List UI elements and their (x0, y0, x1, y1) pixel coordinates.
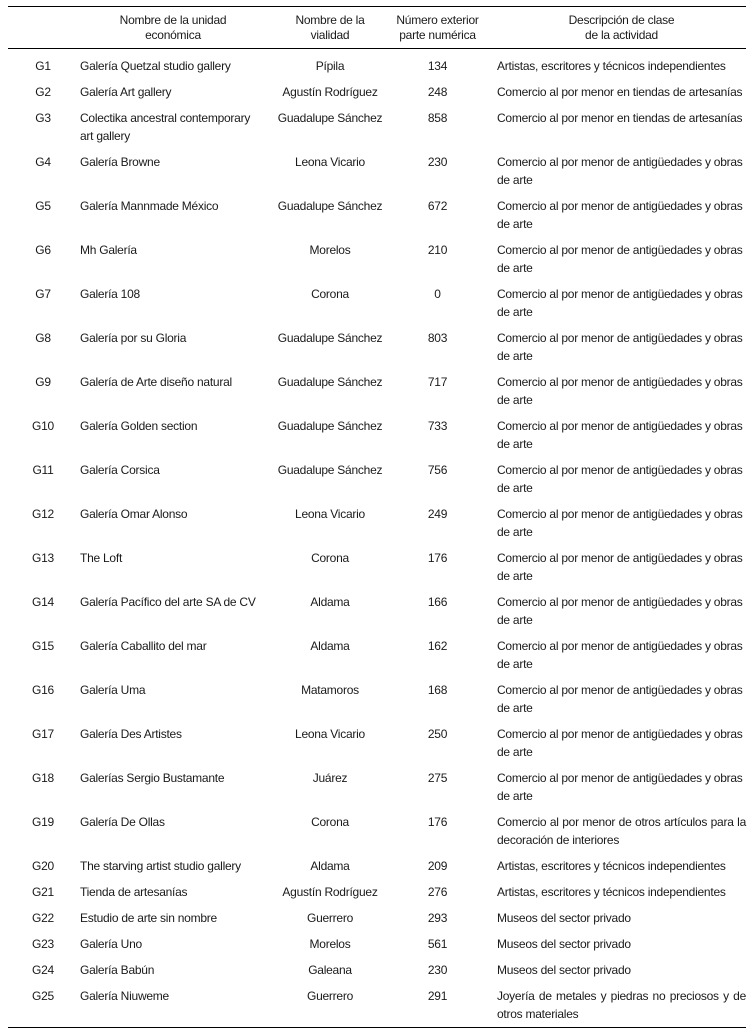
table-row (8, 879, 746, 905)
header-number-line-2: parte numérica (399, 27, 476, 42)
cell-description: Comercio al por menor de antigüedades y obras de arte (497, 287, 743, 319)
table-row (8, 589, 746, 633)
cell-street: Corona (311, 815, 349, 829)
cell-street: Corona (311, 551, 349, 565)
cell-number: 134 (427, 59, 448, 73)
cell-description: Artistas, escritores y técnicos independientes (497, 885, 726, 899)
cell-number: 293 (427, 911, 448, 925)
cell-street: Guadalupe Sánchez (277, 463, 383, 477)
cell-description: Comercio al por menor de antigüedades y obras de arte (497, 375, 743, 407)
cell-description: Artistas, escritores y técnicos independientes (497, 859, 726, 873)
cell-street: Guerrero (306, 911, 354, 925)
table-row (8, 721, 746, 765)
cell-description: Comercio al por menor de antigüedades y obras de arte (497, 639, 743, 671)
cell-description: Comercio al por menor en tiendas de artesanías (497, 85, 743, 99)
cell-number: 248 (427, 85, 448, 99)
table-body (8, 49, 746, 1028)
table-row (8, 633, 746, 677)
cell-name: Galería Caballito del mar (80, 639, 207, 653)
cell-number: 561 (427, 937, 448, 951)
table-row (8, 905, 746, 931)
header-description (485, 7, 746, 49)
table-row (8, 369, 746, 413)
cell-name: Estudio de arte sin nombre (80, 911, 217, 925)
cell-description: Comercio al por menor de otros artículos para la decoración de interiores (497, 815, 746, 847)
table-header (8, 7, 746, 49)
header-street (270, 7, 390, 49)
cell-number: 209 (427, 859, 448, 873)
cell-name: Galería Quetzal studio gallery (80, 59, 231, 73)
cell-number: 230 (427, 963, 448, 977)
cell-number: 291 (427, 989, 448, 1003)
cell-id: G13 (32, 551, 54, 565)
cell-name: Colectika ancestral contemporary art gallery (80, 111, 251, 143)
table-row (8, 105, 746, 149)
header-number (390, 7, 485, 49)
cell-street: Morelos (309, 243, 351, 257)
cell-name: Galería De Ollas (80, 815, 165, 829)
cell-name: Galería Des Artistes (80, 727, 182, 741)
cell-number: 166 (427, 595, 448, 609)
header-name (72, 7, 270, 49)
cell-street: Leona Vicario (295, 727, 365, 741)
cell-id: G22 (32, 911, 54, 925)
cell-id: G19 (32, 815, 54, 829)
table-row (8, 677, 746, 721)
cell-description: Museos del sector privado (497, 937, 631, 951)
header-row (8, 7, 746, 49)
cell-id: G9 (35, 375, 51, 389)
cell-name: Galería Uma (80, 683, 146, 697)
cell-description: Comercio al por menor de antigüedades y obras de arte (497, 331, 743, 363)
table-row (8, 237, 746, 281)
cell-street: Agustín Rodríguez (282, 885, 378, 899)
cell-name: Galería Pacífico del arte SA de CV (80, 595, 256, 609)
cell-number: 733 (427, 419, 448, 433)
cell-id: G16 (32, 683, 54, 697)
cell-street: Juárez (312, 771, 348, 785)
cell-id: G1 (35, 59, 51, 73)
table-row (8, 325, 746, 369)
galleries-table-container (8, 6, 746, 1028)
cell-description: Artistas, escritores y técnicos independientes (497, 59, 726, 73)
cell-street: Pípila (315, 59, 345, 73)
cell-id: G10 (32, 419, 54, 433)
header-description-line-1: Descripción de clase (568, 12, 675, 27)
table-row (8, 501, 746, 545)
cell-number: 672 (427, 199, 448, 213)
cell-description: Comercio al por menor de antigüedades y obras de arte (497, 683, 743, 715)
cell-id: G17 (32, 727, 54, 741)
cell-name: Galería Golden section (80, 419, 198, 433)
cell-id: G24 (32, 963, 54, 977)
cell-description: Museos del sector privado (497, 963, 631, 977)
cell-name: Mh Galería (80, 243, 137, 257)
cell-id: G3 (35, 111, 51, 125)
cell-id: G20 (32, 859, 54, 873)
cell-id: G5 (35, 199, 51, 213)
cell-description: Comercio al por menor de antigüedades y obras de arte (497, 551, 743, 583)
cell-description: Comercio al por menor de antigüedades y obras de arte (497, 771, 743, 803)
cell-number: 717 (427, 375, 448, 389)
cell-name: Galerías Sergio Bustamante (80, 771, 225, 785)
cell-street: Guadalupe Sánchez (277, 331, 383, 345)
cell-name: Galería de Arte diseño natural (80, 375, 232, 389)
cell-number: 803 (427, 331, 448, 345)
cell-name: The Loft (80, 551, 123, 565)
table-row (8, 149, 746, 193)
cell-number: 176 (427, 551, 448, 565)
table-row (8, 957, 746, 983)
cell-street: Aldama (310, 639, 350, 653)
cell-name: Galería Browne (80, 155, 160, 169)
header-name-line-2: económica (145, 27, 201, 42)
table-row (8, 457, 746, 501)
header-name-line-1: Nombre de la unidad (119, 12, 227, 27)
cell-id: G8 (35, 331, 51, 345)
cell-id: G2 (35, 85, 51, 99)
table-row (8, 765, 746, 809)
cell-description: Comercio al por menor de antigüedades y obras de arte (497, 463, 743, 495)
cell-name: Tienda de artesanías (80, 885, 188, 899)
cell-id: G15 (32, 639, 54, 653)
cell-street: Morelos (309, 937, 351, 951)
header-description-line-2: de la actividad (585, 27, 658, 42)
cell-id: G11 (32, 463, 54, 477)
table-row (8, 413, 746, 457)
header-street-line-2: vialidad (310, 27, 350, 42)
cell-street: Corona (311, 287, 349, 301)
cell-id: G23 (32, 937, 54, 951)
cell-street: Aldama (310, 595, 350, 609)
cell-description: Comercio al por menor de antigüedades y obras de arte (497, 419, 743, 451)
cell-street: Agustín Rodríguez (282, 85, 378, 99)
cell-street: Galeana (308, 963, 352, 977)
cell-name: Galería Mannmade México (80, 199, 219, 213)
cell-street: Guadalupe Sánchez (277, 419, 383, 433)
cell-number: 176 (427, 815, 448, 829)
cell-name: The starving artist studio gallery (80, 859, 241, 873)
cell-street: Leona Vicario (295, 155, 365, 169)
header-street-line-1: Nombre de la (295, 12, 365, 27)
cell-id: G25 (32, 989, 54, 1003)
header-id (8, 7, 72, 49)
cell-number: 162 (427, 639, 448, 653)
cell-id: G6 (35, 243, 51, 257)
cell-description: Comercio al por menor de antigüedades y obras de arte (497, 243, 743, 275)
cell-id: G4 (35, 155, 51, 169)
table-row (8, 853, 746, 879)
galleries-table (8, 6, 746, 1028)
cell-number: 275 (427, 771, 448, 785)
cell-id: G21 (32, 885, 54, 899)
cell-street: Aldama (310, 859, 350, 873)
table-row (8, 545, 746, 589)
cell-description: Comercio al por menor de antigüedades y obras de arte (497, 727, 743, 759)
cell-description: Comercio al por menor de antigüedades y obras de arte (497, 507, 743, 539)
cell-name: Galería Art gallery (80, 85, 172, 99)
cell-number: 756 (427, 463, 448, 477)
cell-name: Galería Omar Alonso (80, 507, 188, 521)
cell-id: G18 (32, 771, 54, 785)
cell-number: 0 (434, 287, 441, 301)
cell-street: Guadalupe Sánchez (277, 375, 383, 389)
table-row (8, 193, 746, 237)
cell-number: 210 (427, 243, 448, 257)
cell-street: Leona Vicario (295, 507, 365, 521)
cell-description: Comercio al por menor de antigüedades y obras de arte (497, 199, 743, 231)
cell-number: 168 (427, 683, 448, 697)
cell-description: Joyería de metales y piedras no preciosos y de otros materiales (497, 989, 746, 1021)
table-row (8, 49, 746, 80)
table-row (8, 983, 746, 1028)
cell-street: Guadalupe Sánchez (277, 199, 383, 213)
cell-id: G12 (32, 507, 54, 521)
table-row (8, 809, 746, 853)
cell-number: 858 (427, 111, 448, 125)
cell-name: Galería Corsica (80, 463, 160, 477)
header-number-line-1: Número exterior (396, 12, 479, 27)
table-row (8, 79, 746, 105)
cell-description: Museos del sector privado (497, 911, 631, 925)
cell-description: Comercio al por menor de antigüedades y obras de arte (497, 595, 743, 627)
cell-name: Galería Niuweme (80, 989, 169, 1003)
cell-street: Matamoros (301, 683, 359, 697)
cell-number: 250 (427, 727, 448, 741)
cell-name: Galería Uno (80, 937, 142, 951)
cell-id: G7 (35, 287, 51, 301)
cell-description: Comercio al por menor de antigüedades y obras de arte (497, 155, 743, 187)
cell-name: Galería por su Gloria (80, 331, 187, 345)
table-row (8, 931, 746, 957)
cell-number: 276 (427, 885, 448, 899)
cell-street: Guerrero (306, 989, 354, 1003)
cell-number: 249 (427, 507, 448, 521)
cell-name: Galería Babún (80, 963, 155, 977)
table-row (8, 281, 746, 325)
cell-description: Comercio al por menor en tiendas de artesanías (497, 111, 743, 125)
cell-street: Guadalupe Sánchez (277, 111, 383, 125)
cell-number: 230 (427, 155, 448, 169)
cell-id: G14 (32, 595, 54, 609)
cell-name: Galería 108 (80, 287, 140, 301)
